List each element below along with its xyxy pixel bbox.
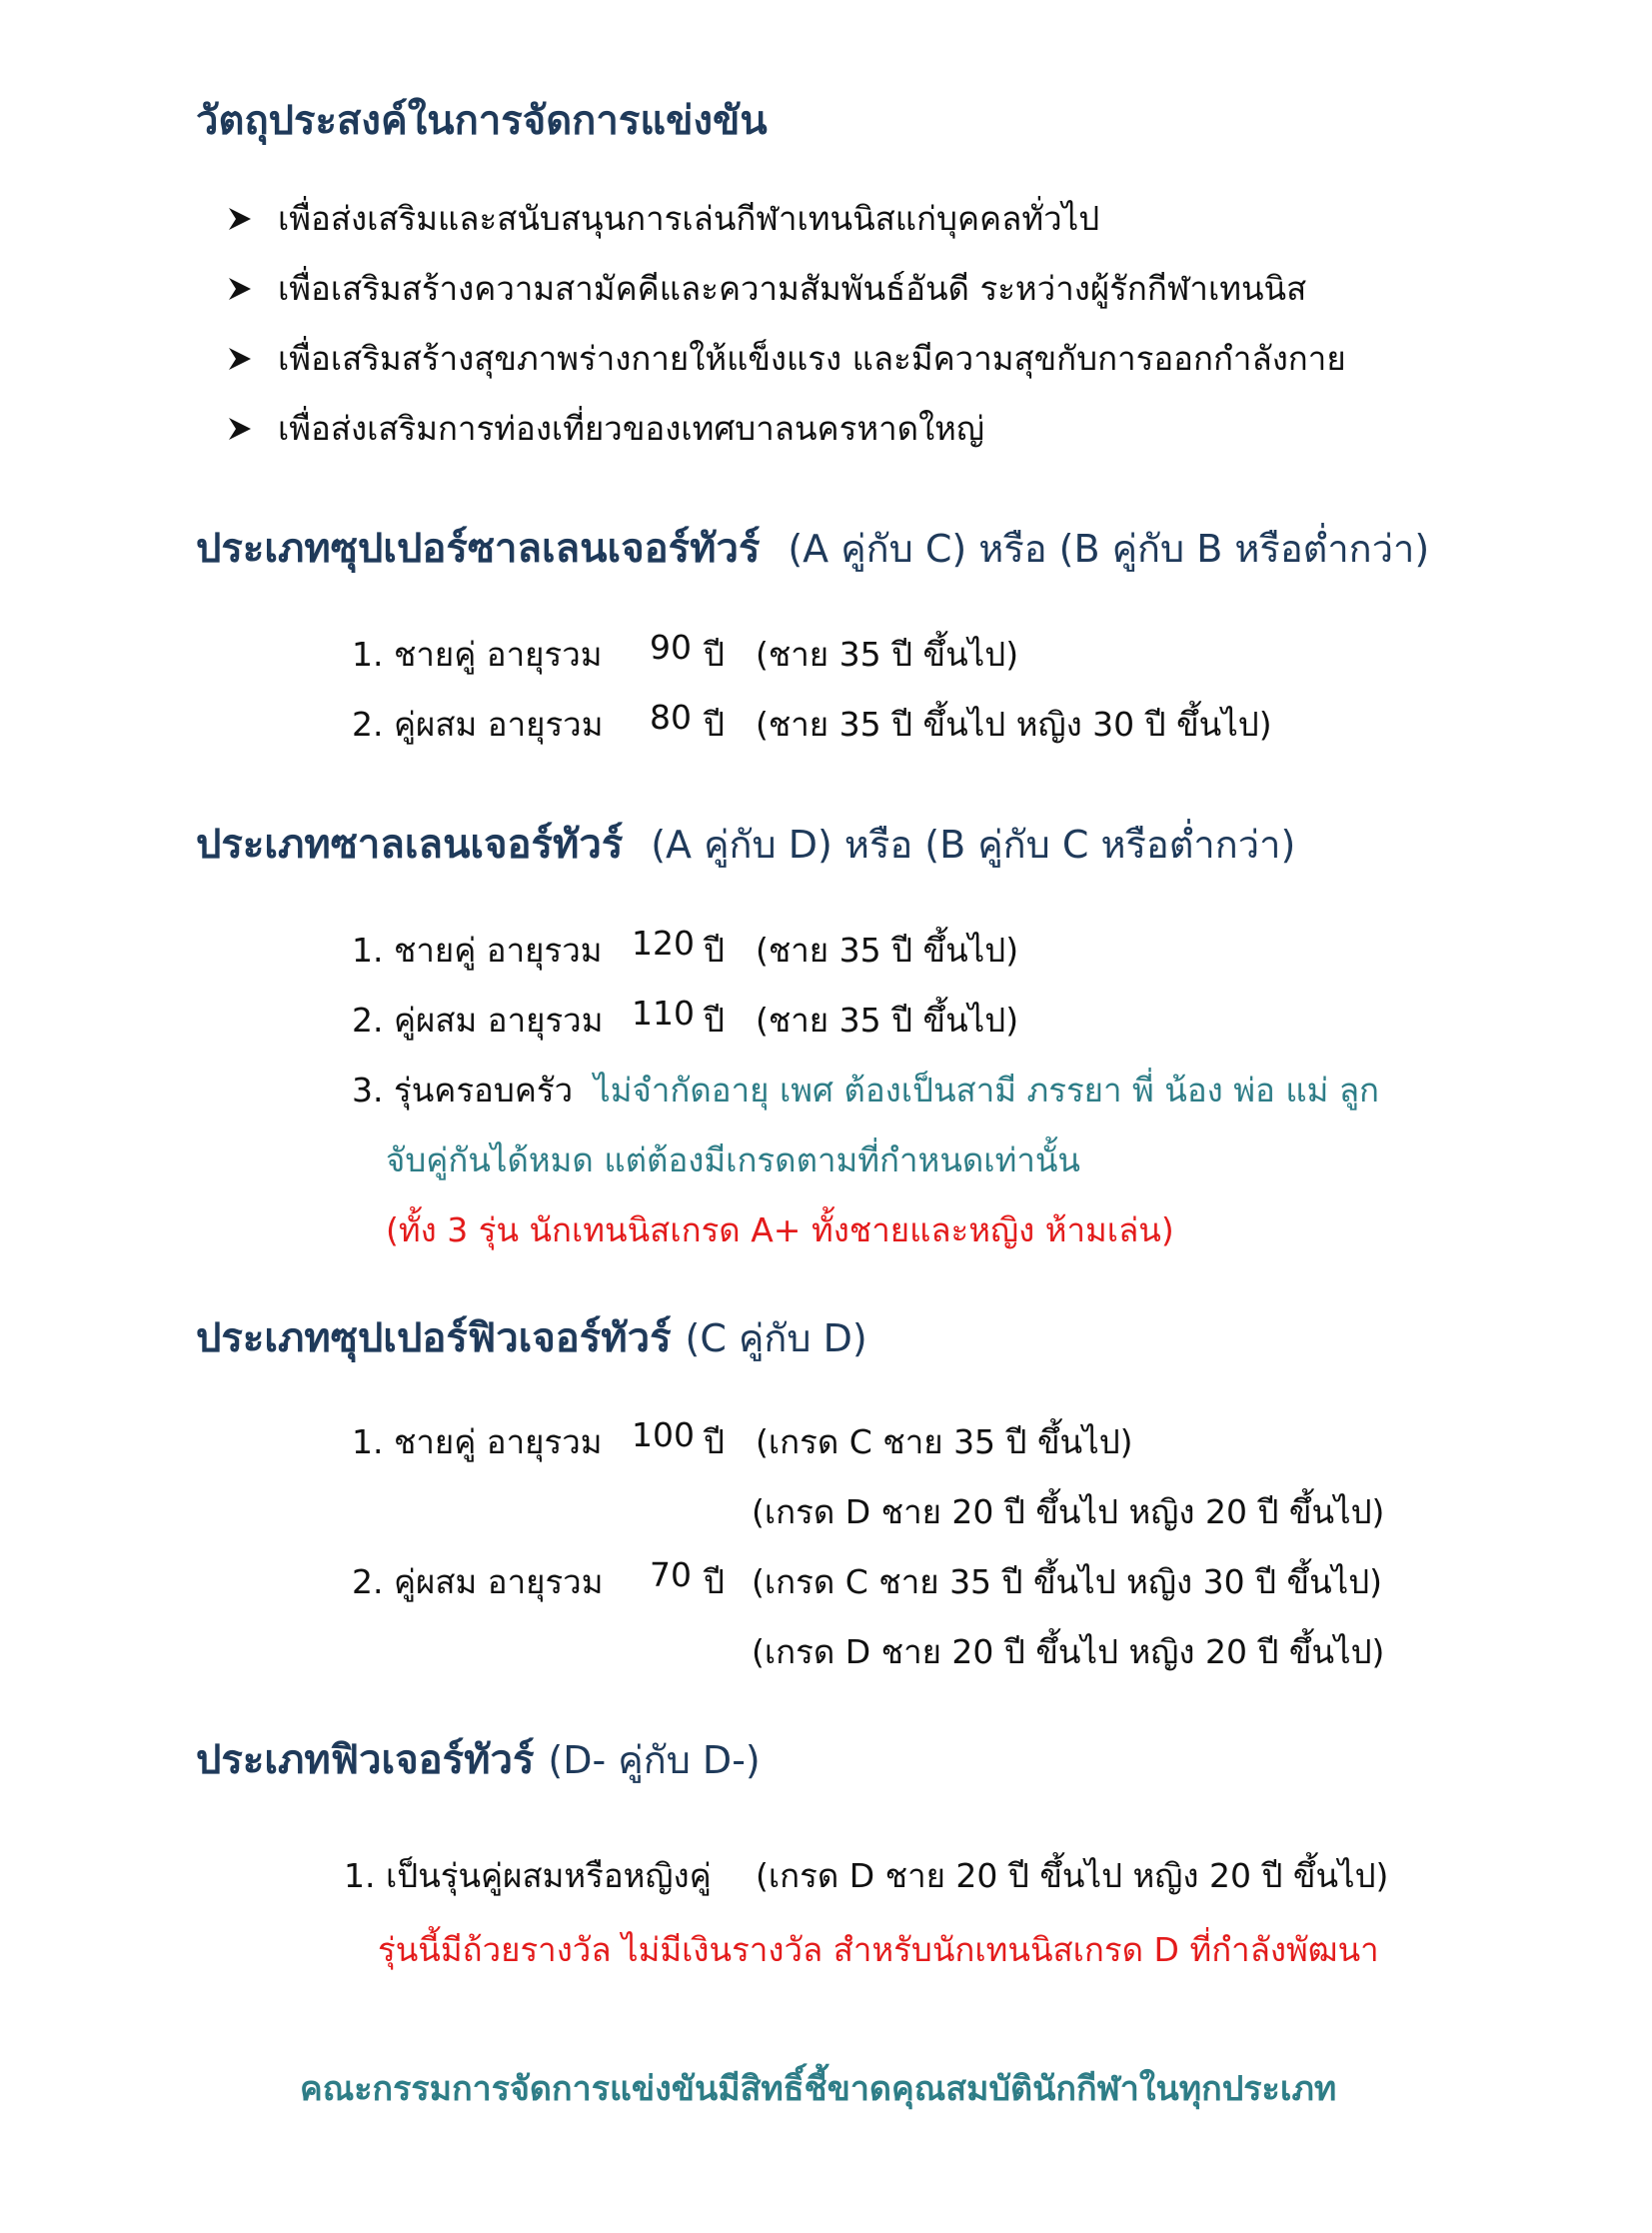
section3-title: ประเภทซุปเปอร์ฟิวเจอร์ทัวร์: [196, 1315, 672, 1361]
section3-row-label: 1. ชายคู่ อายุรวม: [352, 1422, 603, 1461]
family-label: 3. รุ่นครอบครัว: [352, 1071, 574, 1110]
section2-warning: (ทั้ง 3 รุ่น นักเทนนิสเกรด A+ ทั้งชายและหญิง ห้ามเล่น): [386, 1210, 1174, 1249]
arrowhead-bullet-icon: [226, 415, 254, 443]
section3-row-note: (เกรด D ชาย 20 ปี ขึ้นไป หญิง 20 ปี ขึ้นไป): [752, 1632, 1385, 1671]
objective-item: [226, 192, 1099, 245]
objective-text: เพื่อเสริมสร้างความสามัคคีและความสัมพันธ์อันดี ระหว่างผู้รักกีฬาเทนนิส: [278, 269, 1307, 308]
arrowhead-bullet-icon: [226, 205, 254, 233]
section3-row-age: 100: [632, 1415, 695, 1454]
section1-row-age: 80: [650, 698, 692, 737]
section4-subtitle: (D- คู่กับ D-): [548, 1738, 761, 1782]
footer-note: คณะกรรมการจัดการแข่งขันมีสิทธิ์ชี้ขาดคุณสมบัตินักกีฬาในทุกประเภท: [300, 2069, 1337, 2109]
family-text-1: ไม่จำกัดอายุ เพศ ต้องเป็นสามี ภรรยา พี่ น้อง พ่อ แม่ ลูก: [594, 1071, 1380, 1110]
objective-item: [226, 402, 984, 455]
section1-row-note: (ชาย 35 ปี ขึ้นไป): [756, 635, 1019, 674]
arrowhead-bullet-icon: [226, 345, 254, 373]
objective-item: [226, 262, 1306, 315]
arrowhead-bullet-icon: [226, 275, 254, 303]
section2-title: ประเภทซาลเลนเจอร์ทัวร์: [196, 822, 624, 868]
section2-subtitle: (A คู่กับ D) หรือ (B คู่กับ C หรือต่ำกว่า): [651, 823, 1296, 867]
section1-row-unit: ปี: [704, 635, 725, 674]
section3-row-age: 70: [650, 1555, 692, 1594]
objective-text: เพื่อเสริมสร้างสุขภาพร่างกายให้แข็งแรง และมีความสุขกับการออกกำลังกาย: [278, 339, 1346, 378]
section3-row-note: (เกรด C ชาย 35 ปี ขึ้นไป หญิง 30 ปี ขึ้นไป): [752, 1562, 1383, 1601]
section2-row-label: 1. ชายคู่ อายุรวม: [352, 931, 603, 970]
section2-row-note: (ชาย 35 ปี ขึ้นไป): [756, 931, 1019, 970]
section1-row-age: 90: [650, 628, 692, 667]
family-text-2: จับคู่กันได้หมด แต่ต้องมีเกรดตามที่กำหนดเท่านั้น: [386, 1140, 1080, 1179]
section3-row-note: (เกรด D ชาย 20 ปี ขึ้นไป หญิง 20 ปี ขึ้นไป): [752, 1492, 1385, 1531]
section4-heading: [196, 1727, 761, 1791]
section1-row-note: (ชาย 35 ปี ขึ้นไป หญิง 30 ปี ขึ้นไป): [756, 705, 1272, 744]
objective-text: เพื่อส่งเสริมการท่องเที่ยวของเทศบาลนครหาดใหญ่: [278, 409, 985, 448]
section1-subtitle: (A คู่กับ C) หรือ (B คู่กับ B หรือต่ำกว่า): [788, 527, 1430, 571]
section2-row-unit: ปี: [704, 931, 725, 970]
section3-row-label: 2. คู่ผสม อายุรวม: [352, 1562, 604, 1601]
objective-item: [226, 332, 1346, 385]
section1-row-label: 2. คู่ผสม อายุรวม: [352, 705, 604, 744]
section3-subtitle: (C คู่กับ D): [685, 1316, 867, 1360]
section3-row-note: (เกรด C ชาย 35 ปี ขึ้นไป): [756, 1422, 1133, 1461]
section2-row-label: 2. คู่ผสม อายุรวม: [352, 1001, 604, 1040]
section2-row-age: 120: [632, 924, 695, 963]
section3-row-unit: ปี: [704, 1422, 725, 1461]
section2-row-unit: ปี: [704, 1001, 725, 1040]
section1-row-unit: ปี: [704, 705, 725, 744]
section1-row-label: 1. ชายคู่ อายุรวม: [352, 635, 603, 674]
section2-row-note: (ชาย 35 ปี ขึ้นไป): [756, 1001, 1019, 1040]
family-row: [352, 1064, 1379, 1116]
section3-heading: [196, 1305, 867, 1369]
section4-row-label: 1. เป็นรุ่นคู่ผสมหรือหญิงคู่: [344, 1856, 712, 1895]
section3-row-unit: ปี: [704, 1562, 725, 1601]
objective-text: เพื่อส่งเสริมและสนับสนุนการเล่นกีฬาเทนนิสแก่บุคคลทั่วไป: [278, 199, 1100, 238]
section1-heading: [196, 516, 1429, 580]
section2-heading: [196, 812, 1295, 876]
section2-row-age: 110: [632, 994, 695, 1033]
objectives-title: วัตถุประสงค์ในการจัดการแข่งขัน: [196, 98, 768, 144]
section4-warning: รุ่นนี้มีถ้วยรางวัล ไม่มีเงินรางวัล สำหรับนักเทนนิสเกรด D ที่กำลังพัฒนา: [378, 1930, 1379, 1969]
section4-row-note: (เกรด D ชาย 20 ปี ขึ้นไป หญิง 20 ปี ขึ้นไป): [756, 1856, 1389, 1895]
section1-title: ประเภทซุปเปอร์ซาลเลนเจอร์ทัวร์: [196, 526, 761, 572]
section4-title: ประเภทฟิวเจอร์ทัวร์: [196, 1737, 535, 1783]
